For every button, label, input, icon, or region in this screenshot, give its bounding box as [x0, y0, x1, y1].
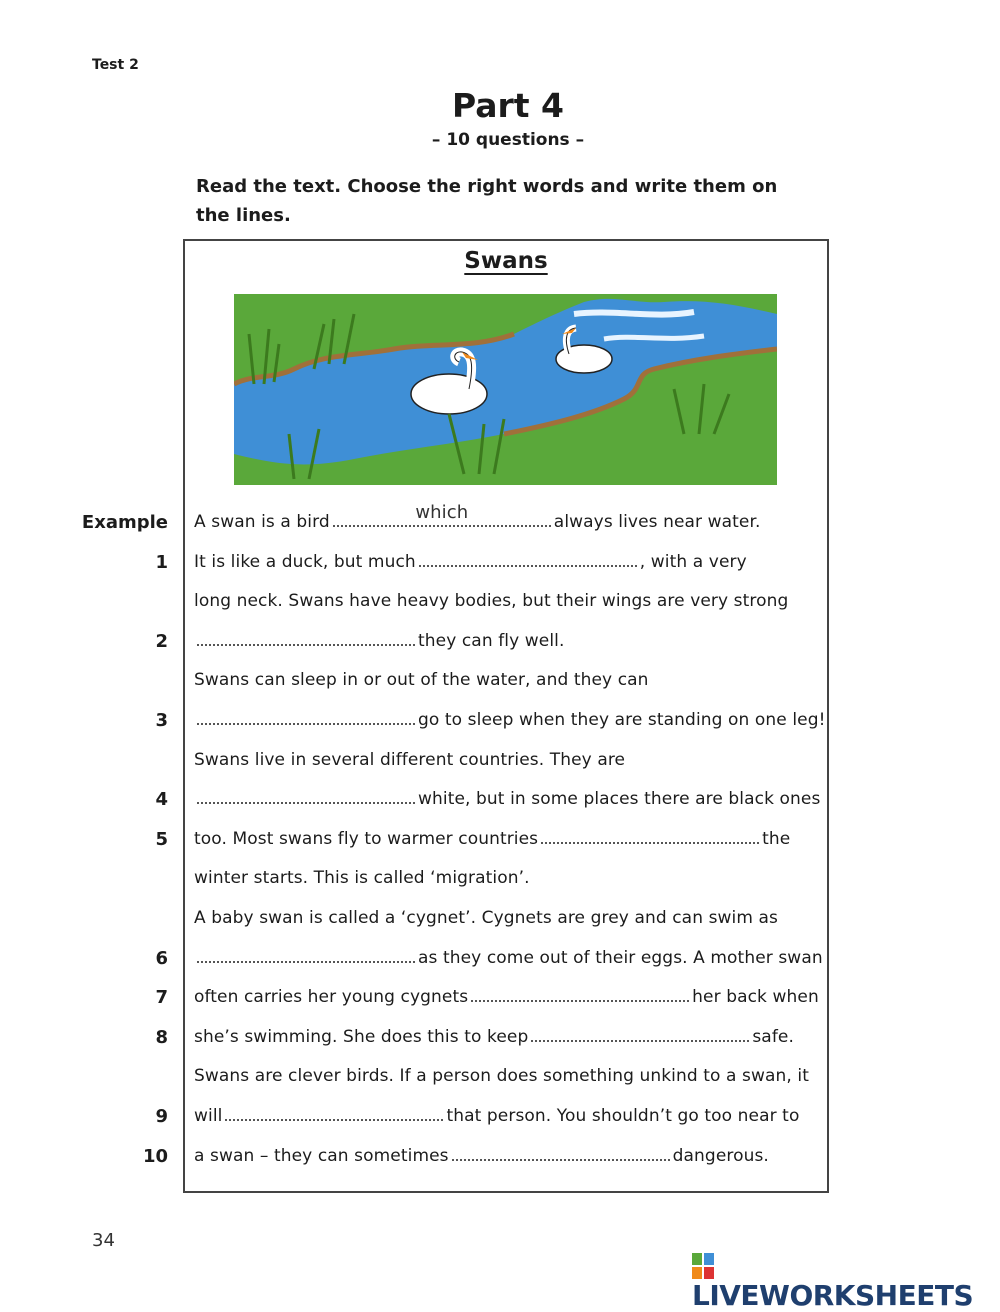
question-number: 7	[155, 987, 168, 1008]
question-number: 4	[155, 789, 168, 810]
passage-line: A baby swan is called a ‘cygnet’. Cygnets are grey and can swim as	[194, 908, 778, 928]
part-title: Part 4	[451, 86, 565, 125]
line-text-after: her back when	[692, 987, 819, 1007]
answer-blank[interactable]	[225, 1107, 443, 1121]
passage-line	[194, 631, 565, 651]
passage-line	[194, 948, 823, 968]
question-number: 6	[155, 948, 168, 969]
line-text-before: often carries her young cygnets	[194, 987, 469, 1007]
question-number: 5	[155, 829, 168, 850]
question-number: 10	[142, 1146, 168, 1167]
test-label: Test 2	[92, 57, 139, 73]
answer-blank[interactable]	[197, 711, 415, 725]
question-number: 2	[155, 631, 168, 652]
question-number: 1	[155, 552, 168, 573]
answer-blank[interactable]	[471, 988, 689, 1002]
passage-line: winter starts. This is called ‘migration’.	[194, 868, 530, 888]
passage-line	[194, 552, 747, 572]
part-subtitle: – 10 questions –	[431, 130, 585, 150]
line-text-after: always lives near water.	[553, 512, 761, 532]
line-text-before: It is like a duck, but much	[194, 552, 416, 572]
swans-illustration	[234, 294, 777, 485]
passage-line: Swans are clever birds. If a person does something unkind to a swan, it	[194, 1066, 809, 1086]
line-text-before: A swan is a bird	[194, 512, 330, 532]
answer-blank[interactable]	[197, 790, 415, 804]
answer-blank[interactable]	[531, 1028, 749, 1042]
line-text-after: that person. You shouldn’t go too near to	[446, 1106, 800, 1126]
question-number: 9	[155, 1106, 168, 1127]
page-number: 34	[92, 1230, 115, 1251]
passage-line	[194, 987, 819, 1007]
answer-blank[interactable]	[452, 1147, 670, 1161]
line-text-after: they can fly well.	[418, 631, 565, 651]
passage-line	[194, 1106, 799, 1126]
brand-mark-icon	[692, 1253, 714, 1279]
question-number: 8	[155, 1027, 168, 1048]
line-text-after: as they come out of their eggs. A mother swan	[418, 948, 823, 968]
line-text-after: , with a very	[639, 552, 747, 572]
brand-logo	[692, 1253, 1000, 1312]
handwritten-answer: which	[415, 502, 469, 523]
line-text-before: will	[194, 1106, 223, 1126]
passage-line	[194, 710, 826, 730]
instructions: Read the text. Choose the right words and write them on the lines.	[196, 176, 778, 226]
example-label: Example	[81, 512, 168, 533]
line-text-after: the	[762, 829, 791, 849]
passage-line	[194, 829, 790, 849]
line-text-after: safe.	[752, 1027, 794, 1047]
answer-blank[interactable]	[197, 949, 415, 963]
line-text-after: white, but in some places there are black ones	[418, 789, 821, 809]
passage-line	[194, 502, 761, 532]
answer-blank[interactable]	[197, 632, 415, 646]
passage-line	[194, 789, 820, 809]
line-text-before: a swan – they can sometimes	[194, 1146, 449, 1166]
question-number: 3	[155, 710, 168, 731]
passage-line: Swans live in several different countries. They are	[194, 750, 626, 770]
passage-title: Swans	[464, 248, 548, 274]
line-text-before: she’s swimming. She does this to keep	[194, 1027, 529, 1047]
line-text-after: go to sleep when they are standing on one leg!	[418, 710, 826, 730]
passage-line: long neck. Swans have heavy bodies, but their wings are very strong	[194, 591, 789, 611]
passage-line: Swans can sleep in or out of the water, and they can	[194, 670, 649, 690]
example-answer-blank[interactable]	[333, 502, 551, 527]
passage-line	[194, 1027, 794, 1047]
answer-blank[interactable]	[419, 553, 637, 567]
brand-name: LIVEWORKSHEETS	[692, 1279, 974, 1312]
line-text-after: dangerous.	[672, 1146, 769, 1166]
line-text-before: too. Most swans fly to warmer countries	[194, 829, 539, 849]
passage-line	[194, 1146, 769, 1166]
answer-blank[interactable]	[541, 830, 759, 844]
